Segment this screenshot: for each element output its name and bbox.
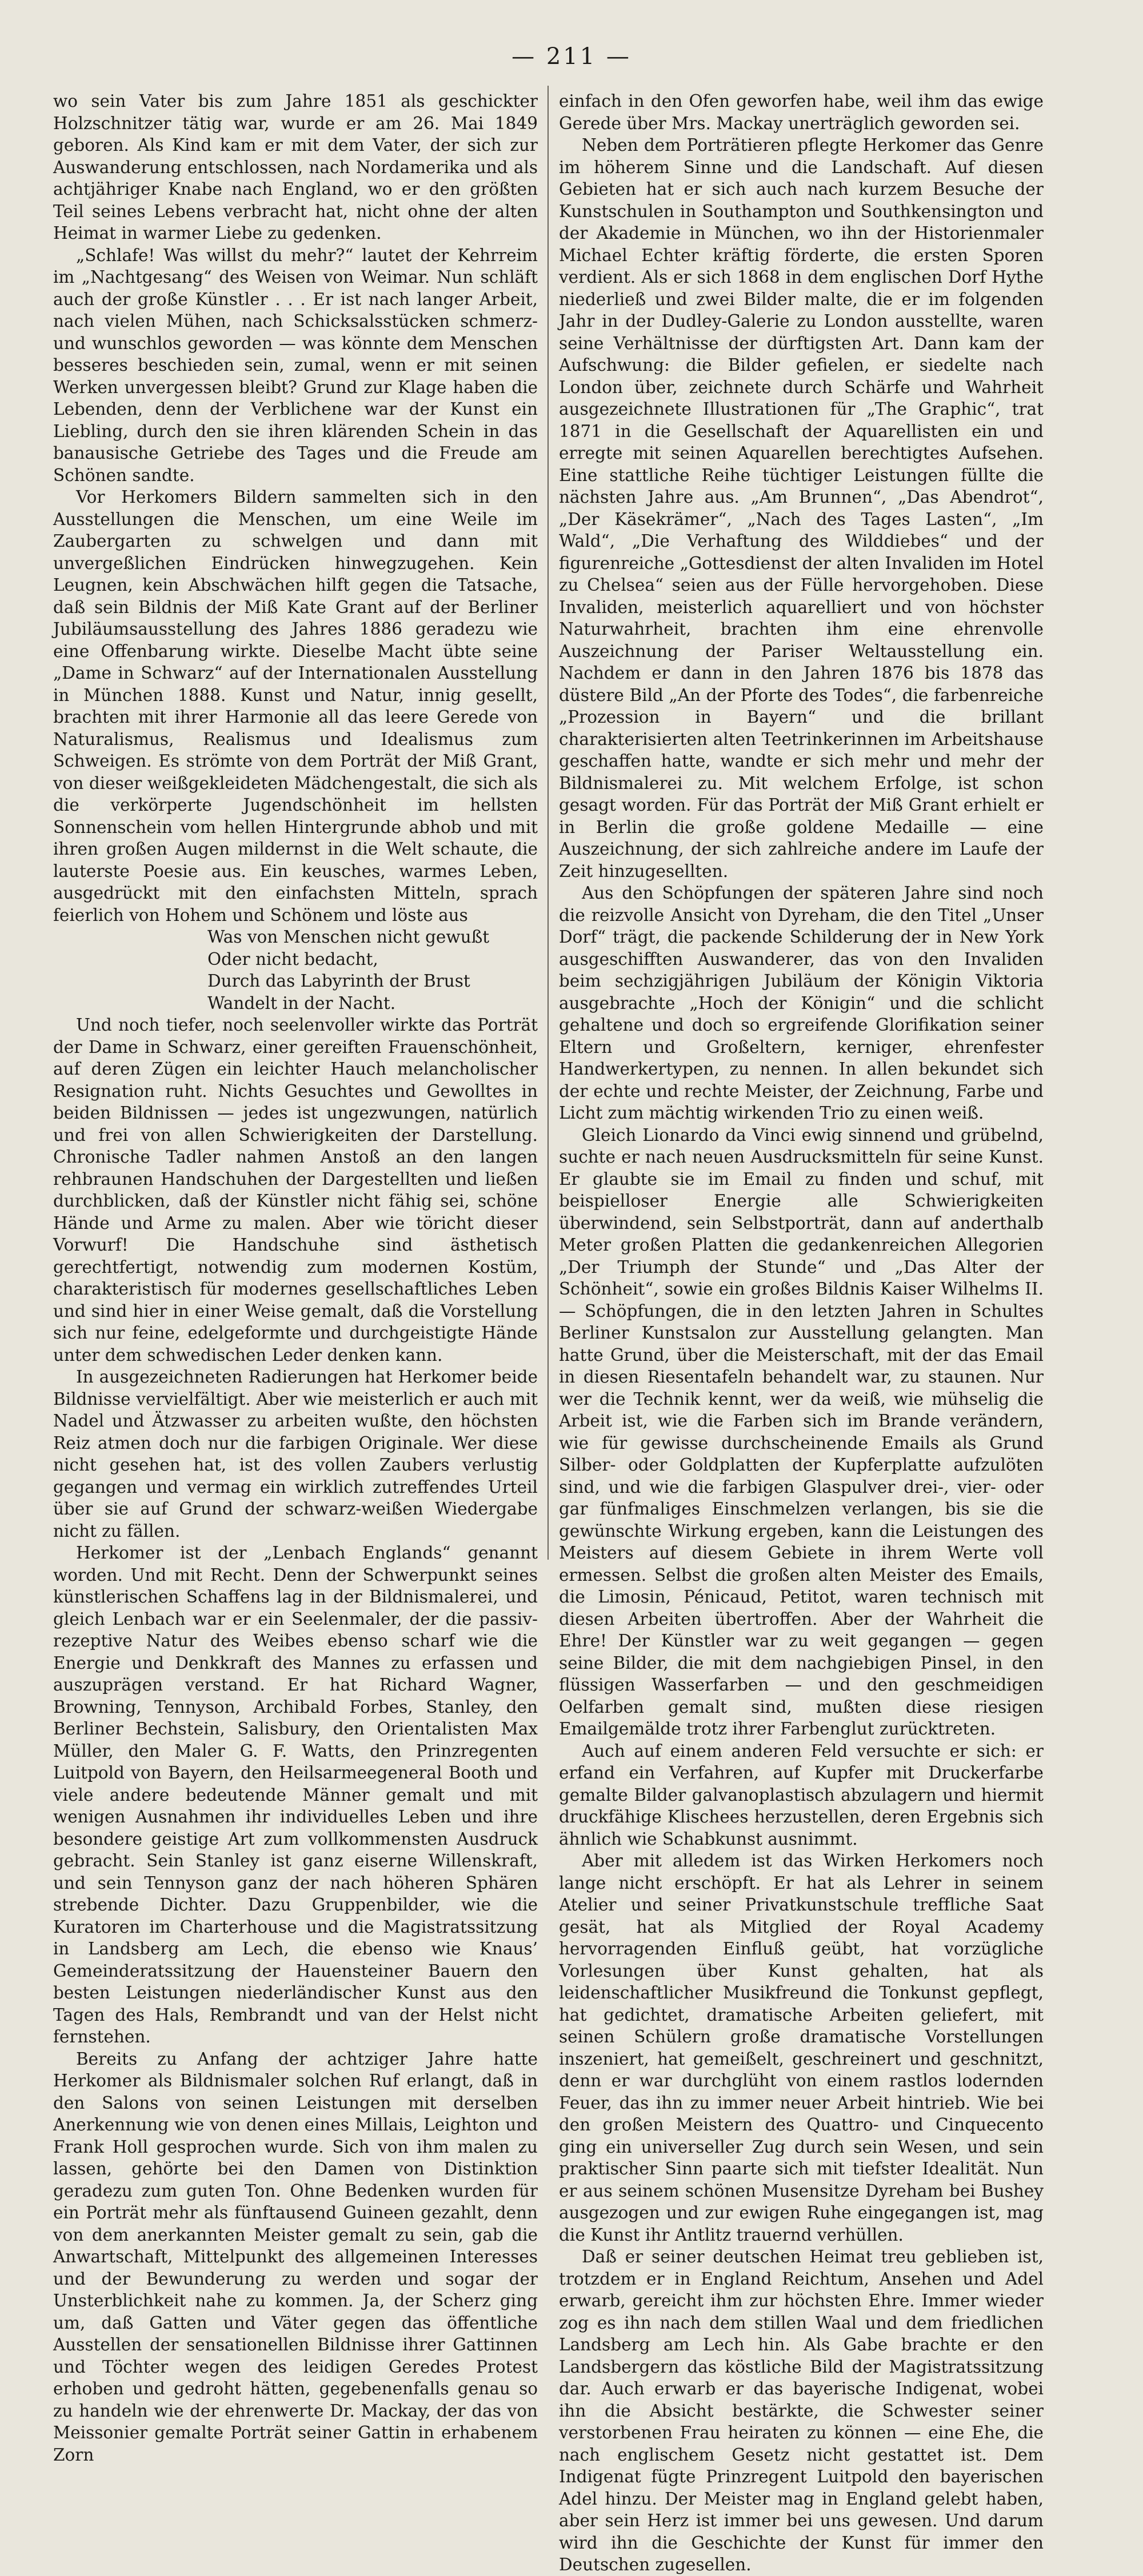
page-number: — 211 — xyxy=(511,43,632,70)
poem-quote xyxy=(53,926,538,1014)
paragraph: Auch auf einem anderen Feld versuchte er sich: er erfand ein Verfahren, auf Kupfer mit Druckerfarbe gemalte Bilder galvanoplastisch abzulagern und hiermit druckfähige Klischees herzustellen, deren Ergebnis sich ähnlich wie Schabkunst ausnimmt. xyxy=(559,1741,1044,1849)
left-column xyxy=(53,90,538,2466)
paragraph: Aber mit alledem ist das Wirken Herkomers noch lange nicht erschöpft. Er hat als Lehrer in seinem Atelier und seiner Privatkunstschule treffliche Saat gesät, hat als Mitglied der Royal Academy hervorragenden Einfluß geübt, hat vorzügliche Vorlesungen über Kunst gehalten, hat als leidenschaftlicher Musikfreund die Tonkunst gepflegt, hat gedichtet, dramatische Arbeiten geliefert, mit seinen Schülern große dramatische Vorstellungen inszeniert, hat gemeißelt, geschreinert und geschnitzt, denn er war durchglüht von einem rastlos lodernden Feuer, das ihn zu immer neuer Arbeit hintrieb. Wie bei den großen Meistern des Quattro- und Cinquecento ging ein universeller Zug durch sein Wesen, und sein praktischer Sinn paarte sich mit tiefster Idealität. Nun er aus seinem schönen Musensitze Dyreham bei Bushey ausgezogen und zur ewigen Ruhe eingegangen ist, mag die Kunst ihr Antlitz trauernd verhüllen. xyxy=(559,1851,1044,2245)
paragraph: Daß er seiner deutschen Heimat treu geblieben ist, trotzdem er in England Reichtum, Ansehen und Adel erwarb, gereicht ihm zur höchsten Ehre. Immer wieder zog es ihn nach dem stillen Waal und dem friedlichen Landsberg am Lech hin. Als Gabe brachte er den Landsbergern das köstliche Bild der Magistratssitzung dar. Auch erwarb er das bayerische Indigenat, wobei ihn die Absicht bestärkte, die Schwester seiner verstorbenen Frau heiraten zu können — eine Ehe, die nach englischem Gesetz nicht gestattet ist. Dem Indigenat fügte Prinzregent Luitpold den bayerischen Adel hinzu. Der Meister mag in England gelebt haben, aber sein Herz ist immer bei uns gewesen. Und darum wird ihn die Geschichte der Kunst für immer den Deutschen zugesellen. xyxy=(559,2247,1044,2574)
paragraph: Und noch tiefer, noch seelenvoller wirkte das Porträt der Dame in Schwarz, einer gereiften Frauenschönheit, auf deren Zügen ein leichter Hauch melancholischer Resignation ruht. Nichts Gesuchtes und Gewolltes in beiden Bildnissen — jedes ist ungezwungen, natürlich und frei von allen Schwierigkeiten der Darstellung. Chronische Tadler nahmen Anstoß an den langen rehbraunen Handschuhen der Dargestellten und ließen durchblicken, daß der Künstler nicht fähig sei, schöne Hände und Arme zu malen. Aber wie töricht dieser Vorwurf! Die Handschuhe sind ästhetisch gerechtfertigt, notwendig zum modernen Kostüm, charakteristisch für modernes gesellschaftliches Leben und sind hier in einer Weise gemalt, daß die Vorstellung sich nur feine, edelgeformte und durchgeistigte Hände unter dem schwedischen Leder denken kann. xyxy=(53,1015,538,1365)
right-column xyxy=(559,90,1044,2576)
paragraph: Gleich Lionardo da Vinci ewig sinnend und grübelnd, suchte er nach neuen Ausdrucksmitteln für seine Kunst. Er glaubte sie im Email zu finden und schuf, mit beispielloser Energie alle Schwierigkeiten überwindend, sein Selbstporträt, dann auf anderthalb Meter großen Platten die gedankenreichen Allegorien „Der Triumph der Stunde“ und „Das Alter der Schönheit“, sowie ein großes Bildnis Kaiser Wilhelms II. — Schöpfungen, die in den letzten Jahren in Schultes Berliner Kunstsalon zur Ausstellung gelangten. Man hatte Grund, über die Meisterschaft, mit der das Email in diesen Riesentafeln behandelt war, zu staunen. Nur wer die Technik kennt, wer da weiß, wie mühselig die Arbeit ist, wie die Farben sich im Brande verändern, wie für gewisse durchscheinende Emails als Grund Silber- oder Goldplatten der Kupferplatte aufzulöten sind, und wie die farbigen Glaspulver drei-, vier- oder gar fünfmaliges Einschmelzen verlangen, bis sie die gewünschte Wirkung ergeben, kann die Leistungen des Meisters auf diesem Gebiete in ihrem Werte voll ermessen. Selbst die großen alten Meister des Emails, die Limosin, Pénicaud, Petitot, waren technisch mit diesen Arbeiten übertroffen. Aber der Wahrheit die Ehre! Der Künstler war zu weit gegangen — gegen seine Bilder, die mit dem nachgiebigen Pinsel, in den flüssigen Wasserfarben — und den geschmeidigen Oelfarben gemalt sind, mußten diese riesigen Emailgemälde trotz ihrer Farbenglut zurücktreten. xyxy=(559,1125,1044,1738)
poem-line: Was von Menschen nicht gewußt xyxy=(207,927,490,947)
paragraph: Bereits zu Anfang der achtziger Jahre hatte Herkomer als Bildnismaler solchen Ruf erlangt, daß in den Salons von seinen Leistungen mit derselben Anerkennung wie von denen eines Millais, Leighton und Frank Holl gesprochen wurde. Sich von ihm malen zu lassen, gehörte bei den Damen von Distinktion geradezu zum guten Ton. Ohne Bedenken wurden für ein Porträt mehr als fünftausend Guineen gezahlt, denn von dem anerkannten Meister gemalt zu sein, gab die Anwartschaft, Mittelpunkt des allgemeinen Interesses und der Bewunderung zu werden und sogar der Unsterblichkeit nahe zu kommen. Ja, der Scherz ging um, daß Gatten und Väter gegen das öffentliche Ausstellen der sensationellen Bildnisse ihrer Gattinnen und Töchter wegen des leidigen Geredes Protest erhoben und gedroht hätten, gegebenenfalls genau so zu handeln wie der ehrenwerte Dr. Mackay, der das von Meissonier gemalte Porträt seiner Gattin in erhabenem Zorn xyxy=(53,2049,538,2465)
paragraph: Neben dem Porträtieren pflegte Herkomer das Genre im höherem Sinne und die Landschaft. Auf diesen Gebieten hat er sich auch nach kurzem Besuche der Kunstschulen in Southampton und Southkensington und der Akademie in München, wo ihn der Historienmaler Michael Echter kräftig förderte, die ersten Sporen verdient. Als er sich 1868 in dem englischen Dorf Hythe niederließ und zwei Bilder malte, die er im folgenden Jahr in der Dudley-Galerie zu London ausstellte, waren seine Verhältnisse der dürftigsten Art. Dann kam der Aufschwung: die Bilder gefielen, er siedelte nach London über, zeichnete durch Schärfe und Wahrheit ausgezeichnete Illustrationen für „The Graphic“, trat 1871 in die Gesellschaft der Aquarellisten ein und erregte mit seinen Aquarellen berechtigtes Aufsehen. Eine stattliche Reihe tüchtiger Leistungen füllte die nächsten Jahre aus. „Am Brunnen“, „Das Abendrot“, „Der Käsekrämer“, „Nach des Tages Lasten“, „Im Wald“, „Die Verhaftung des Wilddiebes“ und der figurenreiche „Gottesdienst der alten Invaliden im Hotel zu Chelsea“ seien aus der Fülle hervorgehoben. Diese Invaliden, meisterlich aquarelliert und von höchster Naturwahrheit, brachten ihm eine ehrenvolle Auszeichnung der Pariser Weltausstellung ein. Nachdem er dann in den Jahren 1876 bis 1878 das düstere Bild „An der Pforte des Todes“, die farbenreiche „Prozession in Bayern“ und die brillant charakterisierten alten Teetrinkerinnen im Arbeitshause geschaffen hatte, wandte er sich mehr und mehr der Bildnismalerei zu. Mit welchem Erfolge, ist schon gesagt worden. Für das Porträt der Miß Grant erhielt er in Berlin die große goldene Medaille — eine Auszeichnung, der sich zahlreiche andere im Laufe der Zeit hinzugesellten. xyxy=(559,135,1044,881)
paragraph: Herkomer ist der „Lenbach Englands“ genannt worden. Und mit Recht. Denn der Schwerpunkt seines künstlerischen Schaffens lag in der Bildnismalerei, und gleich Lenbach war er ein Seelenmaler, der die passiv-rezeptive Natur des Weibes ebenso scharf wie die Energie und Denkkraft des Mannes zu erfassen und auszuprägen verstand. Er hat Richard Wagner, Browning, Tennyson, Archibald Forbes, Stanley, den Berliner Bechstein, Salisbury, den Orientalisten Max Müller, den Maler G. F. Watts, den Prinzregenten Luitpold von Bayern, den Heilsarmeegeneral Booth und viele andere bedeutende Männer gemalt und mit wenigen Ausnahmen ihr individuelles Leben und ihre besondere geistige Art zum vollkommensten Ausdruck gebracht. Sein Stanley ist ganz eiserne Willenskraft, und sein Tennyson ganz der nach höheren Sphären strebende Dichter. Dazu Gruppenbilder, wie die Kuratoren im Charterhouse und die Magistratssitzung in Landsberg am Lech, die ebenso wie Knaus’ Gemeinderatssitzung der Hauensteiner Bauern den besten Leistungen niederländischer Kunst aus den Tagen des Hals, Rembrandt und van der Helst nicht fernstehen. xyxy=(53,1543,538,2046)
poem-line: Oder nicht bedacht, xyxy=(207,949,378,969)
paragraph: In ausgezeichneten Radierungen hat Herkomer beide Bildnisse vervielfältigt. Aber wie meisterlich er auch mit Nadel und Ätzwasser zu arbeiten wußte, den höchsten Reiz atmen doch nur die farbigen Originale. Wer diese nicht gesehen hat, ist des vollen Zaubers verlustig gegangen und vermag ein wirklich zutreffendes Urteil über sie auf Grund der schwarz-weißen Wiedergabe nicht zu fällen. xyxy=(53,1367,538,1541)
poem-line: Durch das Labyrinth der Brust xyxy=(207,971,470,991)
paragraph: einfach in den Ofen geworfen habe, weil ihm das ewige Gerede über Mrs. Mackay unerträglich geworden sei. xyxy=(559,91,1044,133)
paragraph: „Schlafe! Was willst du mehr?“ lautet der Kehrreim im „Nachtgesang“ des Weisen von Weimar. Nun schläft auch der große Künstler . . . Er ist nach langer Arbeit, nach vielen Mühen, nach Schicksalsstücken schmerz- und wunschlos geworden — was könnte dem Menschen besseres beschieden sein, zumal, wenn er mit seinen Werken unvergessen bleibt? Grund zur Klage haben die Lebenden, denn der Verblichene war der Kunst ein Liebling, durch den sie ihren klärenden Schein in das banausische Getriebe des Tages und die Freude am Schönen sandte. xyxy=(53,245,538,485)
poem-line: Wandelt in der Nacht. xyxy=(207,993,396,1013)
column-divider xyxy=(547,86,549,1560)
paragraph: Aus den Schöpfungen der späteren Jahre sind noch die reizvolle Ansicht von Dyreham, die den Titel „Unser Dorf“ trägt, die packende Schilderung der in New York ausgeschifften Auswanderer, das von den Invaliden beim sechzigjährigen Jubiläum der Königin Viktoria ausgebrachte „Hoch der Königin“ und die schlicht gehaltene und doch so ergreifende Glorifikation seiner Eltern und Großeltern, kerniger, ehrenfester Handwerkertypen, zu nennen. In allen bekundet sich der echte und rechte Meister, der Zeichnung, Farbe und Licht zum mächtig wirkenden Trio zu einen weiß. xyxy=(559,883,1044,1123)
paragraph: wo sein Vater bis zum Jahre 1851 als geschickter Holzschnitzer tätig war, wurde er am 26. Mai 1849 geboren. Als Kind kam er mit dem Vater, der sich zur Auswanderung entschlossen, nach Nordamerika und als achtjähriger Knabe nach England, wo er den größten Teil seines Lebens verbracht hat, nicht ohne der alten Heimat in warmer Liebe zu gedenken. xyxy=(53,91,538,243)
paragraph: Vor Herkomers Bildern sammelten sich in den Ausstellungen die Menschen, um eine Weile im Zaubergarten zu schwelgen und dann mit unvergeßlichen Eindrücken hinwegzugehen. Kein Leugnen, kein Abschwächen hilft gegen die Tatsache, daß sein Bildnis der Miß Kate Grant auf der Berliner Jubiläumsausstellung des Jahres 1886 geradezu wie eine Offenbarung wirkte. Dieselbe Macht übte seine „Dame in Schwarz“ auf der Internationalen Ausstellung in München 1888. Kunst und Natur, innig gesellt, brachten mit ihrer Harmonie all das leere Gerede von Naturalismus, Realismus und Idealismus zum Schweigen. Es strömte von dem Porträt der Miß Grant, von dieser weißgekleideten Mädchengestalt, die sich als die verkörperte Jugendschönheit im hellsten Sonnenschein vom hellen Hintergrunde abhob und mit ihren großen Augen mildernst in die Welt schaute, die lauterste Poesie aus. Ein keusches, warmes Leben, ausgedrückt mit den einfachsten Mitteln, sprach feierlich von Hohem und Schönem und löste aus xyxy=(53,487,538,925)
